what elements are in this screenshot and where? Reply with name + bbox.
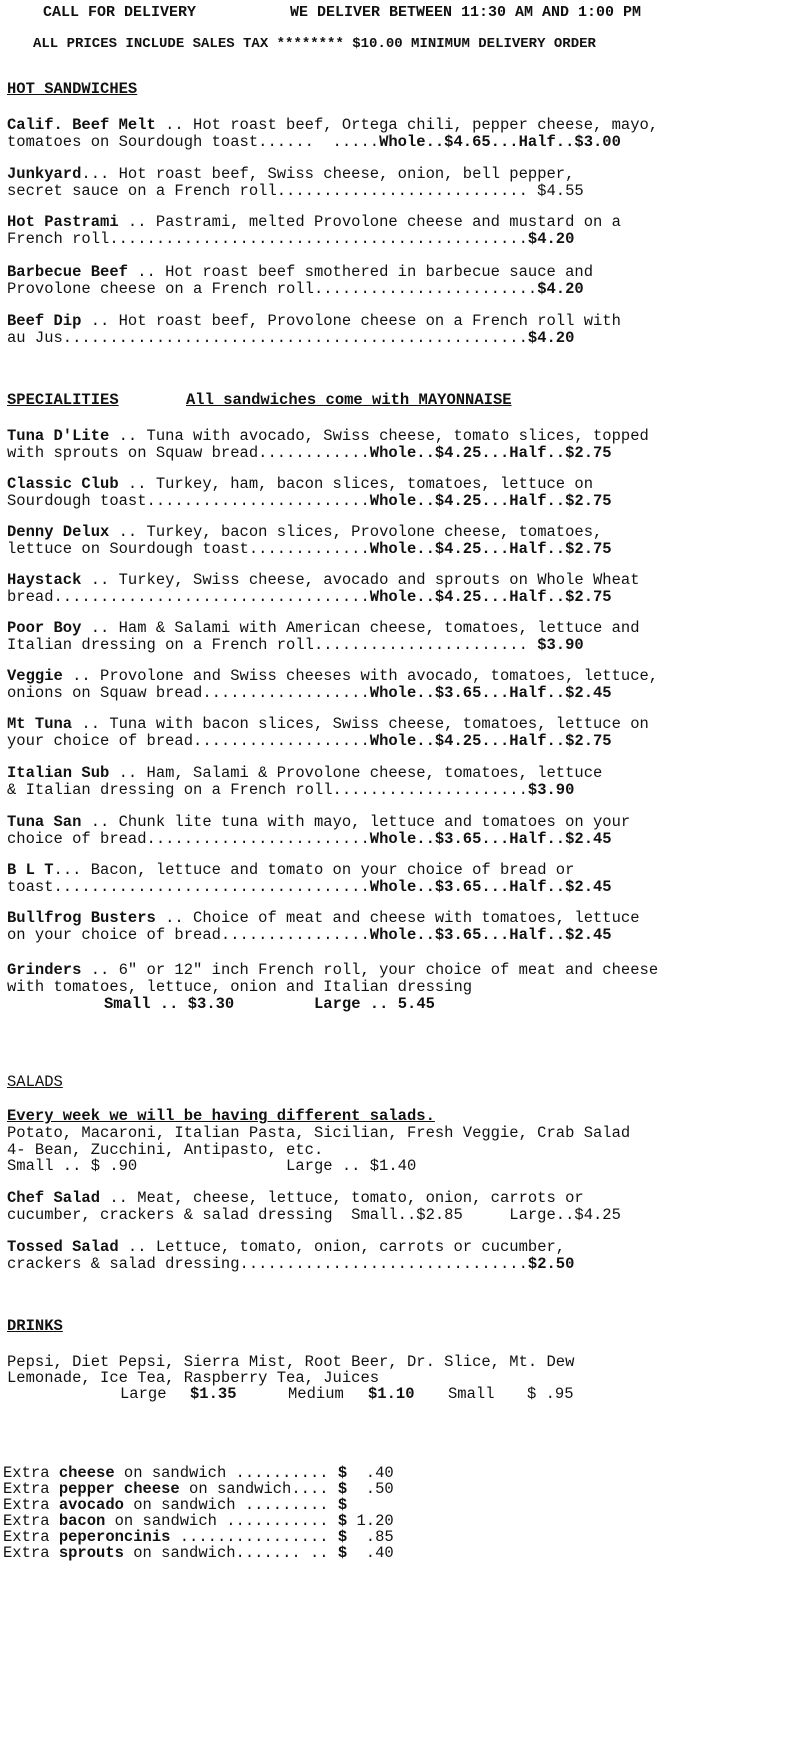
grinders-large-price: Large .. 5.45 [314, 995, 435, 1013]
item-desc-2: crackers & salad dressing............................... [7, 1255, 528, 1273]
drinks-list-2: Lemonade, Ice Tea, Raspberry Tea, Juices [7, 1369, 380, 1387]
item-desc: .. Hot roast beef, Ortega chili, pepper cheese, mayo, [155, 116, 659, 134]
grinders-small-price: Small .. $3.30 [104, 995, 235, 1013]
item-price: $4.20 [537, 280, 584, 298]
specialities-note: All sandwiches come with MAYONNAISE [186, 391, 512, 409]
item-desc-2: & Italian dressing on a French roll..................... [7, 781, 528, 799]
item-desc-2: Provolone cheese on a French roll........................ [7, 280, 538, 298]
item-desc: .. Ham, Salami & Provolone cheese, tomatoes, lettuce [109, 764, 603, 782]
item-price: Whole..$4.25...Half..$2.75 [369, 444, 612, 462]
item-name: Junkyard [7, 165, 82, 183]
section-title-hot-sandwiches: HOT SANDWICHES [7, 80, 138, 98]
item-desc: .. Hot roast beef smothered in barbecue sauce and [127, 263, 593, 281]
item-desc: .. 6" or 12" inch French roll, your choice of meat and cheese [81, 961, 659, 979]
item-desc: .. Provolone and Swiss cheeses with avocado, tomatoes, lettuce, [62, 667, 659, 685]
item-name: Tuna D'Lite [7, 427, 110, 445]
item-name: B L T [7, 861, 54, 879]
extra-item: Extra avocado on sandwich ......... $ [3, 1496, 348, 1514]
section-title-drinks: DRINKS [7, 1317, 63, 1335]
section-title-salads: SALADS [7, 1073, 63, 1091]
extra-item: Extra peperoncinis ................ $ .85 [3, 1528, 394, 1546]
extra-item: Extra cheese on sandwich .......... $ .40 [3, 1464, 394, 1482]
item-price: Whole..$3.65...Half..$2.45 [369, 878, 612, 896]
item-desc: .. Tuna with bacon slices, Swiss cheese, tomatoes, lettuce on [72, 715, 649, 733]
salads-list: Potato, Macaroni, Italian Pasta, Sicilian, Fresh Veggie, Crab Salad [7, 1124, 631, 1142]
item-name: Barbecue Beef [7, 263, 128, 281]
extra-item: Extra pepper cheese on sandwich.... $ .50 [3, 1480, 394, 1498]
item-desc-2: on your choice of bread................ [7, 926, 370, 944]
item-name: Tossed Salad [7, 1238, 119, 1256]
item-name: Classic Club [7, 475, 119, 493]
item-desc: .. Turkey, bacon slices, Provolone cheese, tomatoes, [109, 523, 603, 541]
section-title-specialities: SPECIALITIES [7, 391, 119, 409]
item-name: Grinders [7, 961, 82, 979]
item-price: Whole..$4.25...Half..$2.75 [369, 732, 612, 750]
item-price: Whole..$4.25...Half..$2.75 [369, 492, 612, 510]
drinks-small-price: $ .95 [527, 1385, 574, 1403]
item-desc-2: French roll............................................. [7, 230, 528, 248]
item-name: Tuna San [7, 813, 82, 831]
item-desc: ... Hot roast beef, Swiss cheese, onion, bell pepper, [81, 165, 575, 183]
item-name: Mt Tuna [7, 715, 73, 733]
extra-item: Extra sprouts on sandwich....... .. $ .40 [3, 1544, 394, 1562]
item-price: Whole..$4.25...Half..$2.75 [369, 540, 612, 558]
item-price: $2.50 [527, 1255, 575, 1273]
item-desc-2: tomatoes on Sourdough toast...... ..... [7, 133, 380, 151]
item-name: Hot Pastrami [7, 213, 119, 231]
drinks-medium-label: Medium [288, 1385, 344, 1403]
item-desc: .. Turkey, Swiss cheese, avocado and sprouts on Whole Wheat [81, 571, 640, 589]
item-desc-2: toast.................................. [7, 878, 370, 896]
item-price: Whole..$3.65...Half..$2.45 [369, 684, 612, 702]
tax-note: ALL PRICES INCLUDE SALES TAX ******** $10.00 MINIMUM DELIVERY ORDER [33, 36, 596, 52]
item-price: $4.20 [527, 230, 575, 248]
item-name: Denny Delux [7, 523, 110, 541]
item-desc: .. Turkey, ham, bacon slices, tomatoes, lettuce on [118, 475, 594, 493]
item-price: Whole..$3.65...Half..$2.45 [369, 830, 612, 848]
item-desc-2: choice of bread........................ [7, 830, 370, 848]
item-desc-2: bread.................................. [7, 588, 370, 606]
item-desc-2: with tomatoes, lettuce, onion and Italian dressing [7, 978, 473, 996]
item-desc-2: Italian dressing on a French roll....................... [7, 636, 538, 654]
item-price: $4.20 [527, 329, 575, 347]
item-name: Italian Sub [7, 764, 110, 782]
item-price: Whole..$3.65...Half..$2.45 [369, 926, 612, 944]
item-desc: .. Lettuce, tomato, onion, carrots or cucumber, [118, 1238, 566, 1256]
item-price: $3.90 [537, 636, 584, 654]
item-name: Calif. Beef Melt [7, 116, 156, 134]
item-desc-2: lettuce on Sourdough toast............. [7, 540, 370, 558]
item-name: Beef Dip [7, 312, 82, 330]
salads-price-line: Small .. $ .90 Large .. $1.40 [7, 1157, 417, 1175]
item-name: Bullfrog Busters [7, 909, 156, 927]
drinks-medium-price: $1.10 [368, 1385, 415, 1403]
item-desc: .. Ham & Salami with American cheese, tomatoes, lettuce and [81, 619, 640, 637]
item-name: Poor Boy [7, 619, 82, 637]
item-desc: .. Meat, cheese, lettuce, tomato, onion, carrots or [100, 1189, 584, 1207]
item-desc: .. Choice of meat and cheese with tomatoes, lettuce [155, 909, 640, 927]
drinks-large-price: $1.35 [190, 1385, 237, 1403]
item-desc-2: with sprouts on Squaw bread............ [7, 444, 370, 462]
salads-weekly-note: Every week we will be having different salads. [7, 1107, 435, 1125]
item-desc-2: secret sauce on a French roll........................... $4.55 [7, 182, 584, 200]
drinks-list: Pepsi, Diet Pepsi, Sierra Mist, Root Beer, Dr. Slice, Mt. Dew [7, 1353, 575, 1371]
item-desc-2: cucumber, crackers & salad dressing Small..$2.85 Large..$4.25 [7, 1206, 621, 1224]
item-desc-2: au Jus.................................................. [7, 329, 528, 347]
item-price: Whole..$4.25...Half..$2.75 [369, 588, 612, 606]
item-desc-2: onions on Squaw bread.................. [7, 684, 370, 702]
item-price: $3.90 [527, 781, 575, 799]
item-desc: .. Hot roast beef, Provolone cheese on a French roll with [81, 312, 621, 330]
extra-item: Extra bacon on sandwich ........... $ 1.20 [3, 1512, 394, 1530]
item-desc: .. Chunk lite tuna with mayo, lettuce and tomatoes on your [81, 813, 631, 831]
item-name: Haystack [7, 571, 82, 589]
item-price: Whole..$4.65...Half..$3.00 [379, 133, 621, 151]
item-desc-2: Sourdough toast........................ [7, 492, 370, 510]
item-desc: ... Bacon, lettuce and tomato on your choice of bread or [53, 861, 575, 879]
item-name: Veggie [7, 667, 63, 685]
item-desc: .. Pastrami, melted Provolone cheese and mustard on a [118, 213, 621, 231]
salads-list-2: 4- Bean, Zucchini, Antipasto, etc. [7, 1141, 324, 1159]
item-desc: .. Tuna with avocado, Swiss cheese, tomato slices, topped [109, 427, 649, 445]
drinks-small-label: Small [448, 1385, 495, 1403]
delivery-hours: WE DELIVER BETWEEN 11:30 AM AND 1:00 PM [290, 4, 642, 21]
drinks-large-label: Large [120, 1385, 167, 1403]
call-for-delivery: CALL FOR DELIVERY [43, 4, 197, 21]
item-desc-2: your choice of bread................... [7, 732, 370, 750]
item-name: Chef Salad [7, 1189, 101, 1207]
